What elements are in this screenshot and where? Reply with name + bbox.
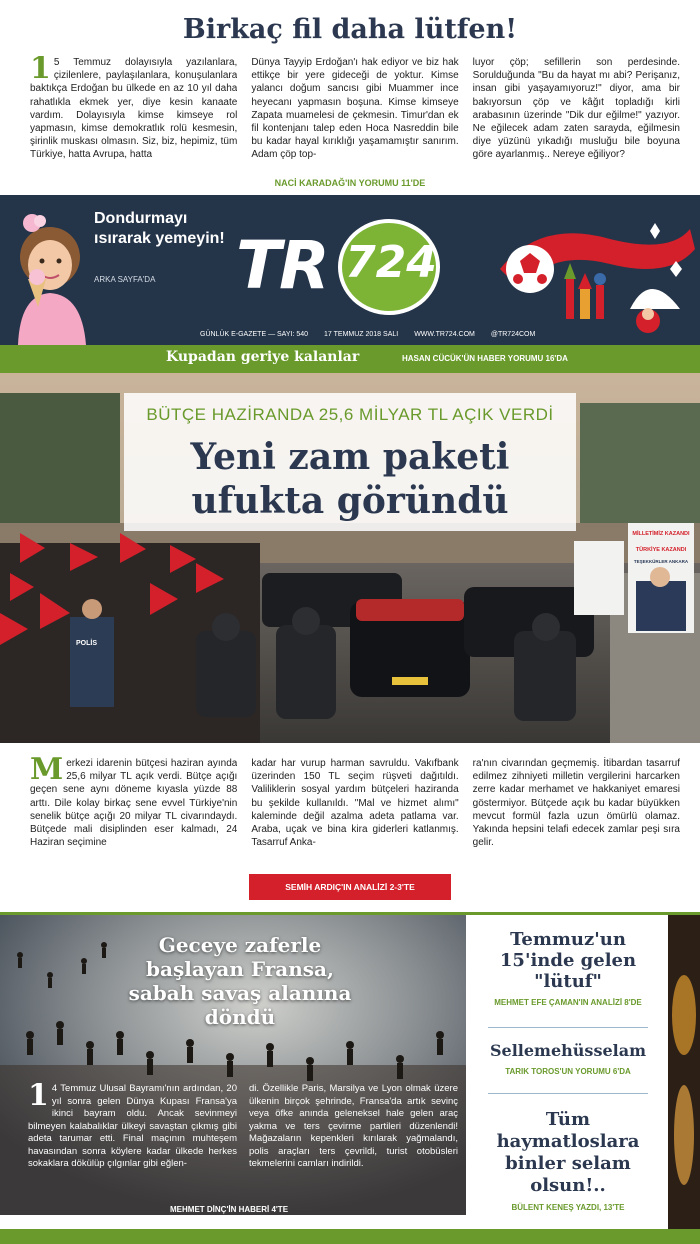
france-story-column-2: di. Özellikle Paris, Marsilya ve Lyon olmak üzere ülkenin birçok şehrinde, Fransa'da artık sevinç veya öfke anında geleneksel hale gelen araç yakma ve ters çevirme partileri düzenlendi! Mağazaların kepenkleri kırılarak yağmalandı, polis araçları ters çevrildi, turist otobüsleri tekmelerini camları indirildi. bbox=[249, 1083, 458, 1169]
fire-photo bbox=[668, 915, 700, 1229]
sidebar-item-sellemehusselam[interactable] bbox=[470, 1041, 666, 1076]
france-story-byline[interactable]: MEHMET DİNÇ'İN HABERİ 4'TE bbox=[170, 1205, 289, 1214]
analysis-link-button[interactable]: SEMİH ARDIÇ'IN ANALİZİ 2-3'TE bbox=[249, 874, 451, 900]
promo-title[interactable]: Dondurmayı ısırarak yemeyin! bbox=[94, 210, 225, 247]
france-story-body bbox=[28, 1083, 458, 1195]
footer-bar bbox=[0, 1229, 700, 1244]
sidebar-item-byline: BÜLENT KENEŞ YAZDI, 13'TE bbox=[511, 1203, 625, 1212]
svg-text:TÜRKİYE KAZANDI: TÜRKİYE KAZANDI bbox=[635, 547, 687, 553]
france-story-headline[interactable]: Geceye zaferle başlayan Fransa, sabah savaş alanına döndü bbox=[128, 933, 352, 1029]
france-story-column-1: 1 4 Temmuz Ulusal Bayramı'nın ardından, 20 yıl sonra gelen Dünya Kupası Fransa'ya ikinci bayram oldu. Ancak sevinmeyi bilmeyen kalabalıklar ülkeyi savaştan çıkmış gibi adeta tarumar etti. Final maçının muhteşem havasından sonra köylere kadar ülkede herkes sokaklara dökülüp çılgınlar gibi eğlen- bbox=[28, 1083, 237, 1169]
dropcap: M bbox=[30, 757, 64, 787]
section-bar bbox=[0, 345, 700, 373]
sidebar-item-temmuz[interactable] bbox=[470, 929, 666, 1007]
sidebar-photo-strip bbox=[668, 915, 700, 1229]
tr724-logo[interactable] bbox=[236, 217, 466, 317]
edition-info-bar bbox=[200, 331, 535, 338]
world-cup-illustration bbox=[480, 209, 700, 339]
sidebar bbox=[470, 915, 666, 1229]
svg-text:POLİS: POLİS bbox=[76, 640, 98, 647]
main-story-headline[interactable]: Yeni zam paketi ufukta göründü bbox=[190, 436, 510, 522]
section-title[interactable]: Kupadan geriye kalanlar bbox=[166, 349, 360, 365]
sidebar-divider bbox=[488, 1093, 648, 1094]
sidebar-item-haymatlos[interactable] bbox=[470, 1109, 666, 1212]
dropcap: 1 bbox=[28, 1083, 49, 1113]
top-story-body bbox=[30, 56, 680, 168]
main-story-body bbox=[30, 757, 680, 867]
top-story-byline[interactable]: NACİ KARADAĞ'IN YORUMU 11'DE bbox=[274, 178, 426, 188]
website-link[interactable]: WWW.TR724.COM bbox=[414, 331, 475, 338]
child-with-ice-cream-image bbox=[4, 209, 92, 345]
bottom-section bbox=[0, 912, 700, 1244]
top-story-column-1: 1 5 Temmuz dolayısıyla yazılanlara, çizilenlere, paylaşılanlara, konuşulanlara baktıkça Erdoğan bu ülkede en az 10 yıl daha rahatlıkla ekmek yer, diye kesin kanaate vardım. Dolayısıyla kimse kimseye rol yapmasın, kimse demokratlık rolü kesmesin, şirinlik muskası olmasın. Siz, biz, hepimiz, tüm Türkiye, hatta Avrupa, hatta bbox=[30, 56, 238, 161]
edition-date: 17 TEMMUZ 2018 SALI bbox=[324, 331, 399, 338]
dropcap: 1 bbox=[30, 56, 51, 86]
svg-text:MİLLETİMİZ KAZANDI: MİLLETİMİZ KAZANDI bbox=[632, 531, 690, 537]
sidebar-item-title: Sellemehüsselam bbox=[489, 1041, 646, 1060]
top-story-column-2: Dünya Tayyip Erdoğan'ı hak ediyor ve biz hak ettikçe bir yere gideceği de yoktur. Kimse yalancı doğum sancısı gibi Muammer ince heyecanı yapmasın boşuna. Kimse kimseye Zapata muamelesi de çekmesin. Timur'dan ek fil kontenjanı talep eden Hoca Nasreddin bile bu kadar hayal kırıklığı yaşamamıştır sanırım. Adam çöp top- bbox=[251, 57, 459, 161]
main-story-column-3: ra'nın civarından geçmemiş. İtibardan tasarruf edilmez zihniyeti milletin vergilerini harcarken zerre kadar merhamet ve hakkaniyet emaresi göstermiyor. Bütçede açık bu kadar büyükken mevcut formül fazla uzun ömürlü olamaz. Yakında hepsini telafi edecek zamlar peşi sıra gelir. bbox=[472, 758, 680, 849]
masthead bbox=[0, 195, 700, 345]
france-riot-photo bbox=[0, 915, 466, 1215]
logo-number: 724 bbox=[345, 237, 437, 288]
main-story-column-2: kadar har vurup harman savruldu. Vakıfbank üzerinden 150 TL seçim rüşveti dağıtıldı. Valiliklerin sosyal yardım bütçeleri haziranda bu şekilde kullanıldı. "Mal ve hizmet alımı" kaleminde değil azalma adeta patlama var. Araba, uçak ve bina kira giderleri katlanmış. Tasarruf Anka- bbox=[251, 758, 459, 849]
twitter-handle[interactable]: @TR724COM bbox=[490, 331, 536, 338]
sidebar-item-byline: TARIK TOROS'UN YORUMU 6'DA bbox=[505, 1067, 631, 1076]
section-byline[interactable]: HASAN CÜCÜK'ÜN HABER YORUMU 16'DA bbox=[402, 354, 568, 363]
top-headline[interactable]: Birkaç fil daha lütfen! bbox=[182, 14, 518, 45]
sidebar-item-title: Temmuz'un 15'inde gelen "lütuf" bbox=[499, 929, 637, 992]
svg-text:TEŞEKKÜRLER ANKARA: TEŞEKKÜRLER ANKARA bbox=[633, 559, 689, 564]
main-story-photo bbox=[0, 373, 700, 743]
main-headline-box bbox=[124, 393, 576, 531]
main-story-kicker: BÜTÇE HAZİRANDA 25,6 MİLYAR TL AÇIK VERDİ bbox=[146, 405, 554, 424]
promo-subtitle: ARKA SAYFA'DA bbox=[94, 275, 156, 284]
sidebar-item-title: Tüm haymatloslara binler selam olsun!.. bbox=[496, 1109, 640, 1196]
main-story-column-1: Merkezi idarenin bütçesi haziran ayında 25,6 milyar TL açık verdi. Bütçe açığı geçen sene aynı döneme kıyasla yüzde 88 arttı. Dile kolay birkaç sene evvel Türkiye'nin senelik bütçe açığı 20 milyar TL civarındaydı. Bütçede mali disiplinden eser kalmadı, 24 Haziran seçimine bbox=[30, 757, 238, 849]
logo-tr-text: TR bbox=[236, 227, 328, 304]
sidebar-item-byline: MEHMET EFE ÇAMAN'IN ANALİZİ 8'DE bbox=[494, 998, 642, 1007]
edition-number: GÜNLÜK E-GAZETE — SAYI: 540 bbox=[200, 331, 309, 338]
sidebar-divider bbox=[488, 1027, 648, 1028]
top-story-column-3: luyor çöp; sefillerin son perdesinde. Sorulduğunda "Bu da hayat mı abi? Perişanız, insan gibi yaşayamıyoruz!" diyor, ama bir bakıyorsun çöp ve kâğıt topladığı kirli arabasının üzerinde "Dik dur eğilme!" yazıyor. Ne eğilecek adam zaten sarayda, eğilmesin diye yüzünü yıkadığı musluğu bile boyuna göre ayarlanmış.. Nereye eğiliyor? bbox=[472, 57, 680, 161]
